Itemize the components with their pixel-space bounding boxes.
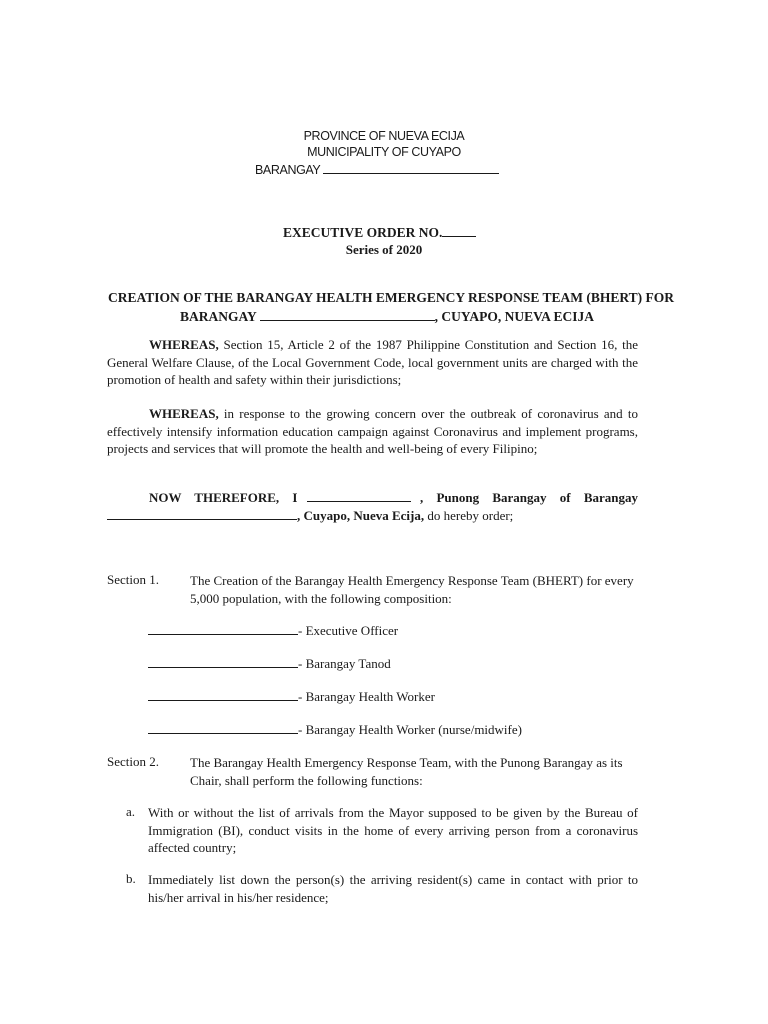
- punong-barangay-title: , Punong Barangay of Barangay: [419, 490, 638, 505]
- member-name-blank: [148, 721, 298, 734]
- subject-barangay-blank: [260, 308, 435, 321]
- now-therefore-line-1: [149, 489, 638, 506]
- section-2-text: The Barangay Health Emergency Response Team, with the Punong Barangay as its Chair, shall perform the following functions:: [190, 755, 623, 788]
- whereas-paragraph-2: [107, 405, 638, 458]
- subject-line-1: CREATION OF THE BARANGAY HEALTH EMERGENCY RESPONSE TEAM (BHERT) FOR: [108, 290, 674, 305]
- member-health-worker: [148, 688, 435, 705]
- item-b-letter: b.: [126, 871, 136, 886]
- now-therefore-closing: do hereby order;: [424, 508, 514, 523]
- province-heading: PROVINCE OF NUEVA ECIJA: [303, 129, 465, 143]
- whereas-2-lead: WHEREAS,: [149, 406, 219, 421]
- subject-barangay-label: BARANGAY: [180, 309, 257, 324]
- section-1-text: The Creation of the Barangay Health Emergency Response Team (BHERT) for every 5,000 population, with the following composition:: [190, 573, 634, 606]
- barangay-name-blank: [323, 161, 499, 174]
- order-number-blank: [442, 224, 476, 237]
- whereas-paragraph-1: [107, 336, 638, 389]
- member-role: - Barangay Health Worker: [298, 689, 435, 704]
- barangay-heading: [255, 161, 499, 177]
- executive-order-title: [283, 224, 476, 241]
- subject-line-2: [180, 308, 594, 325]
- now-therefore-line-2: [107, 507, 513, 524]
- barangay-order-blank: [107, 507, 297, 520]
- item-a-letter: a.: [126, 804, 136, 819]
- member-role: - Executive Officer: [298, 623, 399, 638]
- member-health-worker-nurse: [148, 721, 522, 738]
- municipality-heading: MUNICIPALITY OF CUYAPO: [307, 145, 461, 159]
- subject-location: , CUYAPO, NUEVA ECIJA: [434, 309, 595, 324]
- series-line: Series of 2020: [345, 242, 423, 257]
- item-a-text: With or without the list of arrivals from the Mayor supposed to be given by the Bureau of Immigration (BI), conduct visits in the home of every arriving person from a coronavirus affected country;: [148, 805, 638, 856]
- executive-order-label: EXECUTIVE ORDER NO.: [283, 225, 443, 240]
- now-therefore-lead: NOW THEREFORE, I: [149, 490, 298, 505]
- member-name-blank: [148, 622, 298, 635]
- member-role: - Barangay Health Worker (nurse/midwife): [298, 722, 522, 737]
- member-role: - Barangay Tanod: [298, 656, 391, 671]
- member-executive-officer: [148, 622, 398, 639]
- barangay-label: BARANGAY: [255, 163, 321, 177]
- section-2-label: Section 2.: [107, 754, 159, 769]
- whereas-2-text: in response to the growing concern over the outbreak of coronavirus and to effectively intensify information education campaign against Coronavirus and implement programs, projects and services that will promote the health and well-being of every Filipino;: [107, 406, 638, 457]
- item-b-text: Immediately list down the person(s) the arriving resident(s) came in contact with prior to his/her arrival in his/her residence;: [148, 872, 638, 905]
- member-name-blank: [148, 688, 298, 701]
- whereas-1-text: Section 15, Article 2 of the 1987 Philippine Constitution and Section 16, the General Welfare Clause, of the Local Government Code, local government units are charged with the promotion of health and safety within their jurisdictions;: [107, 337, 638, 388]
- whereas-1-lead: WHEREAS,: [149, 337, 219, 352]
- member-barangay-tanod: [148, 655, 391, 672]
- punong-barangay-name-blank: [307, 489, 411, 502]
- member-name-blank: [148, 655, 298, 668]
- section-1-label: Section 1.: [107, 572, 159, 587]
- now-therefore-place: , Cuyapo, Nueva Ecija,: [297, 508, 425, 523]
